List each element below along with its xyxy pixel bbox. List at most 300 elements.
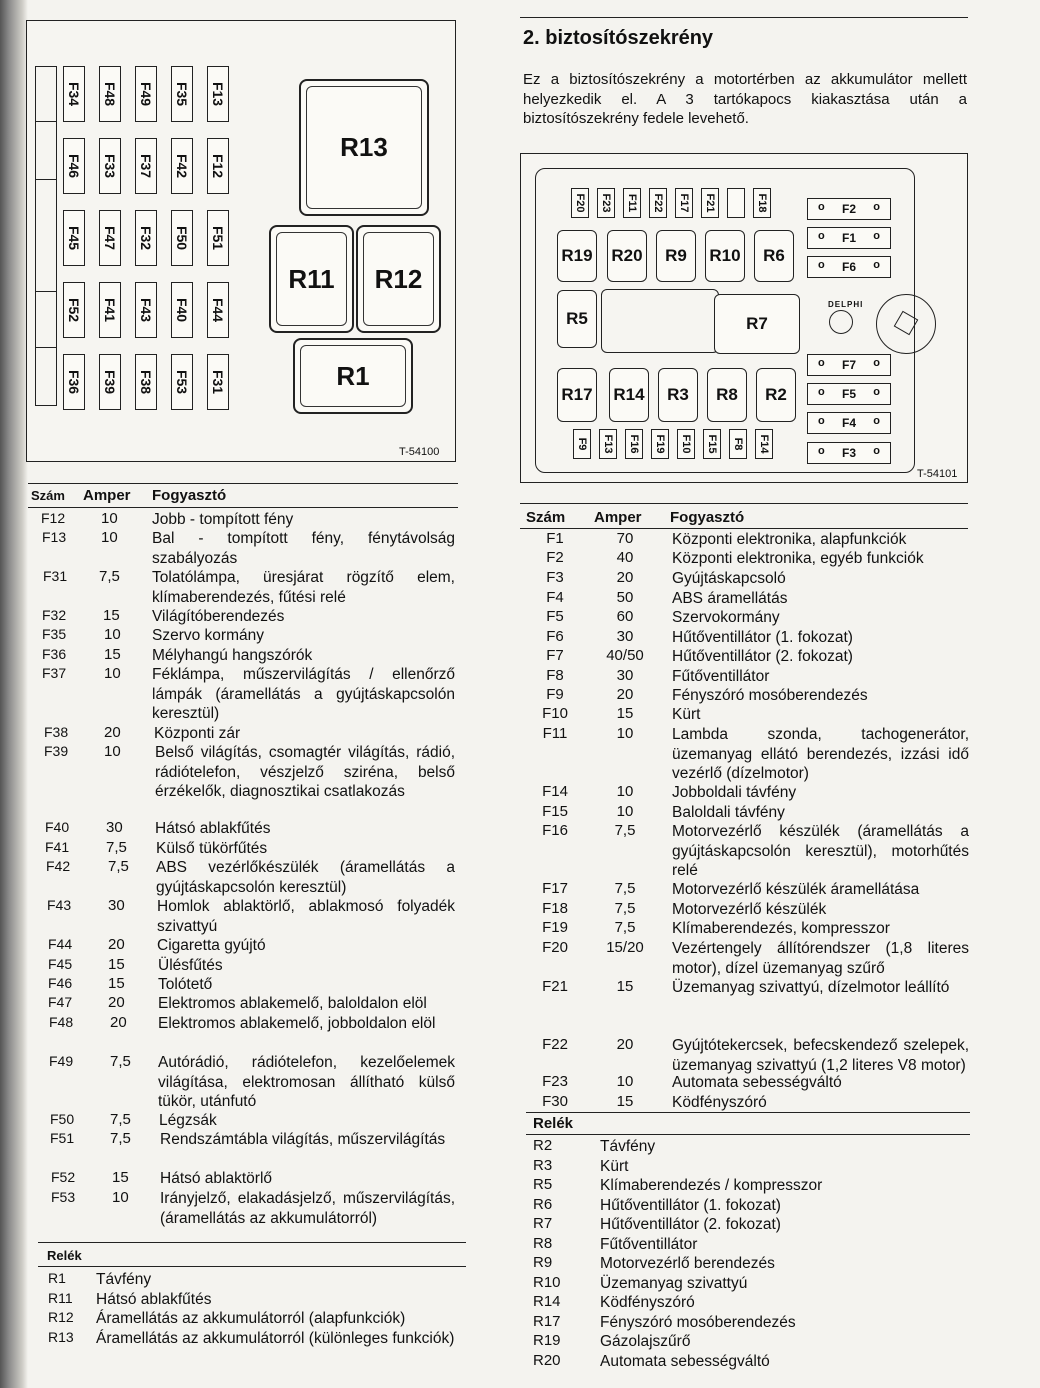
- fuse-label: F9: [576, 437, 588, 451]
- brand-logo: DELPHI: [828, 300, 864, 309]
- fuse-f48: [99, 66, 121, 122]
- relay-r9: R9: [656, 230, 696, 282]
- consumer-description: Motorvezérlő készülék (áramellátás a gyújtáskapcsolón keresztül), motorhűtés relé: [672, 823, 969, 879]
- fuse-label: F38: [138, 369, 154, 395]
- fuse-number: F2: [546, 549, 564, 566]
- relay-r14: R14: [609, 368, 649, 422]
- relay-r10: R10: [705, 230, 745, 282]
- relays-heading: Relék: [47, 1248, 82, 1263]
- col-header-number: Szám: [31, 488, 65, 503]
- consumer-description: Vezértengely állítórendszer (1,8 literes motor), dízel üzemanyag szűrő: [672, 940, 969, 977]
- consumer-description: Belső világítás, csomagtér világítás, rádió, rádiótelefon, vészjelző sziréna, belső érzékelők, diagnosztikai csatlakozás: [155, 744, 455, 800]
- fusebox-cavity: [601, 289, 719, 353]
- fuse-f23: [597, 188, 615, 218]
- fuse-label: F15: [706, 434, 718, 454]
- fuse-f52: [63, 282, 85, 338]
- consumer-description: Automata sebességváltó: [672, 1074, 842, 1091]
- fuse-f22: [649, 188, 667, 218]
- fuse-label: F31: [210, 369, 226, 395]
- fuse-f41: [99, 282, 121, 338]
- table-rule: [38, 1266, 466, 1267]
- scan-edge-shadow: [0, 0, 28, 1388]
- relay-description: Automata sebességváltó: [600, 1352, 770, 1370]
- fuse-number: F50: [50, 1111, 75, 1127]
- fuse-number: F20: [542, 939, 568, 956]
- fuse-number: F48: [49, 1014, 74, 1030]
- amper-value: 20: [108, 994, 125, 1011]
- fuse-number: F5: [546, 608, 564, 625]
- divider: [35, 179, 57, 180]
- screw-icon: [829, 310, 853, 334]
- relay-number: R17: [533, 1312, 561, 1330]
- consumer-description: Fényszóró mosóberendezés: [672, 687, 868, 704]
- relay-r2: R2: [756, 368, 796, 422]
- amper-value: 20: [104, 724, 121, 741]
- consumer-description: Motorvezérlő készülék áramellátása: [672, 881, 920, 898]
- fuse-label: F8: [732, 437, 744, 451]
- fuse-number: F42: [46, 858, 71, 874]
- consumer-description: Hűtőventillátor (2. fokozat): [672, 648, 853, 665]
- fuse-f13: [599, 429, 617, 459]
- fuse-f53: [171, 354, 193, 410]
- consumer-description: Motorvezérlő készülék: [672, 901, 827, 918]
- amper-value: 15: [108, 975, 125, 992]
- fuse-label: F43: [138, 297, 154, 323]
- amper-value: 7,5: [110, 1053, 131, 1070]
- relay-r7: R7: [714, 294, 800, 354]
- consumer-description: ABS áramellátás: [672, 590, 788, 607]
- amper-value: 15: [112, 1169, 129, 1186]
- consumer-description: Irányjelző, elakadásjelző, műszervilágítás, (áramellátás az akkumulátorról): [160, 1190, 455, 1227]
- relay-description: Távfény: [600, 1138, 656, 1155]
- relay-description: Gázolajszűrő: [600, 1333, 691, 1350]
- col-header-amper: Amper: [83, 487, 131, 504]
- fuse-f36: [63, 354, 85, 410]
- fuse-f43: [135, 282, 157, 338]
- amper-value: 20: [616, 1036, 634, 1053]
- fuse-label: F40: [174, 297, 190, 323]
- fuse-f50: [171, 210, 193, 266]
- amper-value: 10: [616, 803, 634, 820]
- fuse-label: F36: [66, 369, 82, 395]
- fuse-label: F42: [174, 153, 190, 179]
- fuse-number: F3: [546, 569, 564, 586]
- consumer-description: Tolatólámpa, üresjárat rögzítő elem, klímaberendezés, fűtési relé: [152, 569, 455, 606]
- fuse-number: F44: [48, 936, 73, 952]
- fuse-f10: [677, 429, 695, 459]
- fuse-f21: [701, 188, 719, 218]
- fuse-f19: [651, 429, 669, 459]
- amper-value: 60: [616, 608, 634, 625]
- fuse-number: F37: [42, 665, 67, 681]
- fuse-number: F41: [45, 839, 70, 855]
- consumer-description: Féklámpa, műszervilágítás / ellenőrző lámpák (áramellátás a gyújtáskapcsolón keresztül): [152, 666, 455, 722]
- relay-label: R12: [363, 232, 434, 326]
- amper-value: 15/20: [606, 939, 644, 956]
- fuse-label: F17: [678, 193, 690, 213]
- consumer-description: Légzsák: [159, 1112, 217, 1129]
- amper-value: 10: [112, 1189, 129, 1206]
- fuse-label: F23: [600, 193, 612, 213]
- amper-value: 15: [104, 646, 121, 663]
- amper-value: 15: [616, 978, 634, 995]
- consumer-description: Világítóberendezés: [152, 608, 285, 625]
- fuse-label: F11: [626, 193, 638, 213]
- relay-description: Motorvezérlő berendezés: [600, 1255, 775, 1272]
- consumer-description: Fűtőventillátor: [672, 668, 770, 685]
- fuse-f39: [99, 354, 121, 410]
- fuse-f40: [171, 282, 193, 338]
- consumer-description: Üzemanyag szivattyú, dízelmotor leállító: [672, 979, 950, 996]
- amper-value: 40/50: [606, 647, 644, 664]
- fuse-number: F22: [542, 1036, 568, 1053]
- fuse-label: F49: [138, 81, 154, 107]
- relay-r19: R19: [557, 230, 597, 282]
- fuse-number: F10: [542, 705, 568, 722]
- fuse-number: F35: [42, 626, 67, 642]
- fuse-label: F10: [680, 434, 692, 454]
- amper-value: 10: [101, 510, 118, 527]
- fuse-number: F16: [542, 822, 568, 839]
- relay-number: R14: [533, 1293, 561, 1310]
- relay-description: Hátsó ablakfűtés: [96, 1291, 212, 1308]
- amper-value: 7,5: [108, 858, 129, 875]
- fuse-label: F33: [102, 153, 118, 179]
- consumer-description: ABS vezérlőkészülék (áramellátás a gyújtáskapcsolón keresztül): [156, 859, 455, 896]
- relay-number: R6: [533, 1195, 553, 1213]
- amper-value: 10: [104, 665, 121, 682]
- consumer-description: Elektromos ablakemelő, jobboldalon elöl: [158, 1015, 436, 1032]
- consumer-description: Homlok ablaktörlő, ablakmosó folyadék szivattyú: [157, 898, 455, 935]
- fuse-label: F41: [102, 297, 118, 323]
- fuse-number: F43: [47, 897, 72, 913]
- amper-value: 15: [616, 705, 634, 722]
- diagram-code: T-54101: [917, 468, 958, 480]
- fuse-empty: [727, 188, 745, 218]
- fuse-label: F18: [756, 193, 768, 213]
- amper-value: 30: [106, 819, 123, 836]
- fuse-f20: [571, 188, 589, 218]
- amper-value: 10: [104, 626, 121, 643]
- fuse-f35: [171, 66, 193, 122]
- table-rule: [520, 503, 968, 504]
- col-header-consumer: Fogyasztó: [670, 509, 745, 526]
- fuse-number: F40: [45, 819, 70, 835]
- relays-heading: Relék: [533, 1115, 574, 1132]
- amper-value: 7,5: [614, 919, 636, 936]
- relay-r11: [269, 225, 354, 333]
- amper-value: 7,5: [110, 1111, 131, 1128]
- fuse-f44: [207, 282, 229, 338]
- consumer-description: Szervokormány: [672, 609, 780, 626]
- amper-value: 7,5: [99, 568, 120, 585]
- fuse-f42: [171, 138, 193, 194]
- fuse-label: F16: [628, 434, 640, 454]
- fuse-f37: [135, 138, 157, 194]
- fuse-number: F45: [48, 956, 73, 972]
- consumer-description: Elektromos ablakemelő, baloldalon elöl: [158, 995, 427, 1012]
- relay-number: R9: [533, 1254, 553, 1271]
- fuse-number: F52: [51, 1169, 76, 1185]
- fuse-label: F46: [66, 153, 82, 179]
- table-rule: [38, 1242, 466, 1243]
- fuse-f16: [625, 429, 643, 459]
- consumer-description: Külső tükörfűtés: [156, 840, 268, 857]
- consumer-description: Hátsó ablaktörlő: [160, 1170, 273, 1187]
- consumer-description: Autórádió, rádiótelefon, kezelőelemek világítása, elektromosan állítható külső tükör, utánfutó: [158, 1054, 455, 1110]
- relay-r8: R8: [707, 368, 747, 422]
- col-header-amper: Amper: [594, 509, 642, 526]
- relay-r12: [356, 225, 441, 333]
- fuse-f8: [729, 429, 747, 459]
- fuse-f34: [63, 66, 85, 122]
- amper-value: 30: [616, 628, 634, 645]
- amper-value: 20: [616, 569, 634, 586]
- relay-r13: [299, 79, 429, 216]
- fuse-f32: [135, 210, 157, 266]
- amper-value: 20: [108, 936, 125, 953]
- consumer-description: Tolótető: [158, 976, 213, 993]
- consumer-description: Központi elektronika, egyéb funkciók: [672, 550, 924, 567]
- amper-value: 40: [616, 549, 634, 566]
- consumer-description: Klímaberendezés, kompresszor: [672, 920, 890, 937]
- maxi-fuse-f7: o F7 o: [807, 354, 891, 376]
- amper-value: 7,5: [614, 880, 636, 897]
- amper-value: 10: [101, 529, 118, 546]
- consumer-description: Hátsó ablakfűtés: [155, 820, 271, 837]
- consumer-description: Baloldali távfény: [672, 804, 785, 821]
- consumer-description: Központi zár: [154, 725, 241, 742]
- fuse-f13: [207, 66, 229, 122]
- consumer-description: Hűtőventillátor (1. fokozat): [672, 629, 853, 646]
- fuse-f17: [675, 188, 693, 218]
- fuse-f38: [135, 354, 157, 410]
- maxi-fuse-f6: o F6 o: [807, 256, 891, 278]
- amper-value: 10: [616, 783, 634, 800]
- fuse-number: F53: [51, 1189, 76, 1205]
- amper-value: 7,5: [106, 839, 127, 856]
- fuse-label: F37: [138, 153, 154, 179]
- fuse-number: F1: [546, 530, 564, 547]
- amper-value: 7,5: [614, 822, 636, 839]
- fuse-number: F51: [50, 1130, 75, 1146]
- fuse-number: F39: [44, 743, 69, 759]
- fuse-number: F36: [42, 646, 67, 662]
- fuse-label: F13: [602, 434, 614, 454]
- table-rule: [520, 528, 968, 529]
- fuse-label: F21: [704, 193, 716, 213]
- section-heading: 2. biztosítószekrény: [523, 27, 714, 49]
- fuse-label: F39: [102, 369, 118, 395]
- relay-r3: R3: [658, 368, 698, 422]
- maxi-fuse-f2: o F2 o: [807, 198, 891, 220]
- relay-number: R20: [533, 1351, 561, 1369]
- amper-value: 20: [110, 1014, 127, 1031]
- fuse-label: F48: [102, 81, 118, 107]
- fuse-label: F50: [174, 225, 190, 251]
- relay-description: Hűtőventillátor (2. fokozat): [600, 1216, 781, 1233]
- consumer-description: Ködfényszóró: [672, 1094, 767, 1111]
- consumer-description: Lambda szonda, tachogenerátor, üzemanyag ellátó berendezés, izzási idő vezérlő (dízelmotor): [672, 726, 969, 782]
- fuse-label: F20: [574, 193, 586, 213]
- consumer-description: Cigaretta gyújtó: [157, 937, 266, 954]
- fuse-label: F47: [102, 225, 118, 251]
- fuse-label: F44: [210, 297, 226, 323]
- fuse-f47: [99, 210, 121, 266]
- relay-description: Üzemanyag szivattyú: [600, 1274, 748, 1292]
- fuse-label: F19: [654, 434, 666, 454]
- fuse-number: F17: [542, 880, 568, 897]
- table-rule: [28, 507, 458, 508]
- relay-r1: [293, 338, 413, 414]
- relay-number: R19: [533, 1332, 561, 1349]
- fuse-label: F32: [138, 225, 154, 251]
- relay-description: Ködfényszóró: [600, 1294, 695, 1311]
- fuse-number: F8: [546, 667, 564, 684]
- fuse-label: F53: [174, 369, 190, 395]
- fuse-number: F31: [43, 568, 68, 584]
- table-rule: [526, 1134, 970, 1135]
- fuse-number: F15: [542, 803, 568, 820]
- top-rule: [520, 17, 968, 18]
- fuse-number: F6: [546, 628, 564, 645]
- consumer-description: Gyújtótekercsek, befecskendező szelepek, üzemanyag szivattyú (1,2 literes V8 motor): [672, 1037, 969, 1074]
- divider: [35, 121, 57, 122]
- amper-value: 10: [104, 743, 121, 760]
- amper-value: 15: [108, 956, 125, 973]
- relay-number: R13: [48, 1329, 74, 1345]
- relay-description: Áramellátás az akkumulátorról (alapfunkciók): [96, 1310, 406, 1327]
- relay-number: R1: [48, 1270, 66, 1286]
- fuse-f15: [703, 429, 721, 459]
- fuse-f18: [753, 188, 771, 218]
- relay-r6: R6: [754, 230, 794, 282]
- relay-description: Fűtőventillátor: [600, 1235, 698, 1253]
- fuse-label: F13: [210, 81, 226, 107]
- fuse-f49: [135, 66, 157, 122]
- fusebox-1-diagram: [26, 20, 456, 462]
- amper-value: 7,5: [110, 1130, 131, 1147]
- amper-value: 15: [616, 1093, 634, 1110]
- amper-value: 10: [616, 725, 634, 742]
- relay-description: Kürt: [600, 1157, 629, 1175]
- fusebox-2-diagram: [520, 153, 968, 483]
- fuse-number: F46: [48, 975, 73, 991]
- fuse-label: F14: [758, 434, 770, 454]
- fuse-number: F13: [42, 529, 67, 545]
- consumer-description: Mélyhangú hangszórók: [152, 647, 313, 664]
- relay-description: Hűtőventillátor (1. fokozat): [600, 1196, 781, 1214]
- fuse-number: F30: [542, 1093, 568, 1110]
- relay-number: R8: [533, 1234, 553, 1252]
- maxi-fuse-f1: o F1 o: [807, 227, 891, 249]
- diagram-code: T-54100: [399, 446, 440, 458]
- fuse-label: F22: [652, 193, 664, 213]
- amper-value: 7,5: [614, 900, 636, 917]
- divider: [35, 291, 57, 292]
- amper-value: 10: [616, 1073, 634, 1090]
- divider: [35, 347, 57, 348]
- fuse-label: F12: [210, 153, 226, 179]
- maxi-fuse-f5: o F5 o: [807, 383, 891, 405]
- relay-description: Klímaberendezés / kompresszor: [600, 1177, 823, 1194]
- relay-r17: R17: [557, 368, 597, 422]
- consumer-description: Ülésfűtés: [158, 957, 223, 974]
- amper-value: 30: [616, 667, 634, 684]
- fuse-f31: [207, 354, 229, 410]
- amper-value: 30: [108, 897, 125, 914]
- fuse-label: F45: [66, 225, 82, 251]
- fuse-number: F11: [542, 725, 568, 742]
- consumer-description: Jobboldali távfény: [672, 784, 797, 801]
- consumer-description: Rendszámtábla világítás, műszervilágítás: [160, 1131, 446, 1148]
- fuse-number: F32: [42, 607, 67, 623]
- fuse-number: F4: [546, 589, 564, 606]
- relay-number: R2: [533, 1137, 553, 1154]
- fuse-f12: [207, 138, 229, 194]
- relay-description: Fényszóró mosóberendezés: [600, 1313, 796, 1331]
- fuse-number: F12: [41, 510, 66, 526]
- fuse-label: F51: [210, 225, 226, 251]
- relay-number: R11: [48, 1290, 73, 1306]
- relay-label: R1: [300, 345, 406, 407]
- relay-number: R12: [48, 1309, 74, 1325]
- fuse-label: F52: [66, 297, 82, 323]
- fuse-label: F35: [174, 81, 190, 107]
- fuse-number: F23: [542, 1073, 568, 1090]
- fuse-f9: [573, 429, 591, 459]
- consumer-description: Gyújtáskapcsoló: [672, 570, 786, 587]
- fuse-f45: [63, 210, 85, 266]
- relay-r20: R20: [607, 230, 647, 282]
- fuse-f46: [63, 138, 85, 194]
- consumer-description: Bal - tompított fény, fénytávolság szabályozás: [152, 530, 455, 567]
- fuse-number: F9: [546, 686, 564, 703]
- intro-text: Ez a biztosítószekrény a motortérben az akkumulátor mellett helyezkedik el. A 3 tartókapocs kiakasztása után a biztosítószekrény fedele levehető.: [523, 71, 967, 127]
- relay-r5: R5: [557, 290, 597, 348]
- fuse-number: F14: [542, 783, 568, 800]
- fuse-f11: [623, 188, 641, 218]
- col-header-consumer: Fogyasztó: [152, 487, 227, 504]
- fuse-label: F34: [66, 81, 82, 107]
- fuse-number: F38: [44, 724, 69, 740]
- table-rule: [28, 483, 458, 484]
- relay-number: R3: [533, 1156, 553, 1174]
- amper-value: 70: [616, 530, 634, 547]
- amper-value: 50: [616, 589, 634, 606]
- relay-number: R10: [533, 1273, 561, 1291]
- col-header-number: Szám: [526, 509, 566, 526]
- relay-label: R13: [306, 86, 422, 209]
- relay-number: R5: [533, 1176, 553, 1193]
- fuse-f14: [755, 429, 773, 459]
- consumer-description: Kürt: [672, 706, 701, 723]
- maxi-fuse-f4: o F4 o: [807, 412, 891, 434]
- fuse-number: F18: [542, 900, 568, 917]
- consumer-description: Központi elektronika, alapfunkciók: [672, 531, 907, 548]
- consumer-description: Jobb - tompított fény: [152, 511, 294, 528]
- connector-strip: [35, 66, 57, 406]
- maxi-fuse-f3: o F3 o: [807, 442, 891, 464]
- amper-value: 15: [103, 607, 120, 624]
- fuse-f51: [207, 210, 229, 266]
- relay-description: Távfény: [96, 1271, 152, 1288]
- relay-description: Áramellátás az akkumulátorról (különleges funkciók): [96, 1330, 455, 1347]
- relay-number: R7: [533, 1215, 553, 1232]
- fuse-number: F7: [546, 647, 564, 664]
- amper-value: 20: [616, 686, 634, 703]
- fuse-number: F49: [49, 1053, 74, 1069]
